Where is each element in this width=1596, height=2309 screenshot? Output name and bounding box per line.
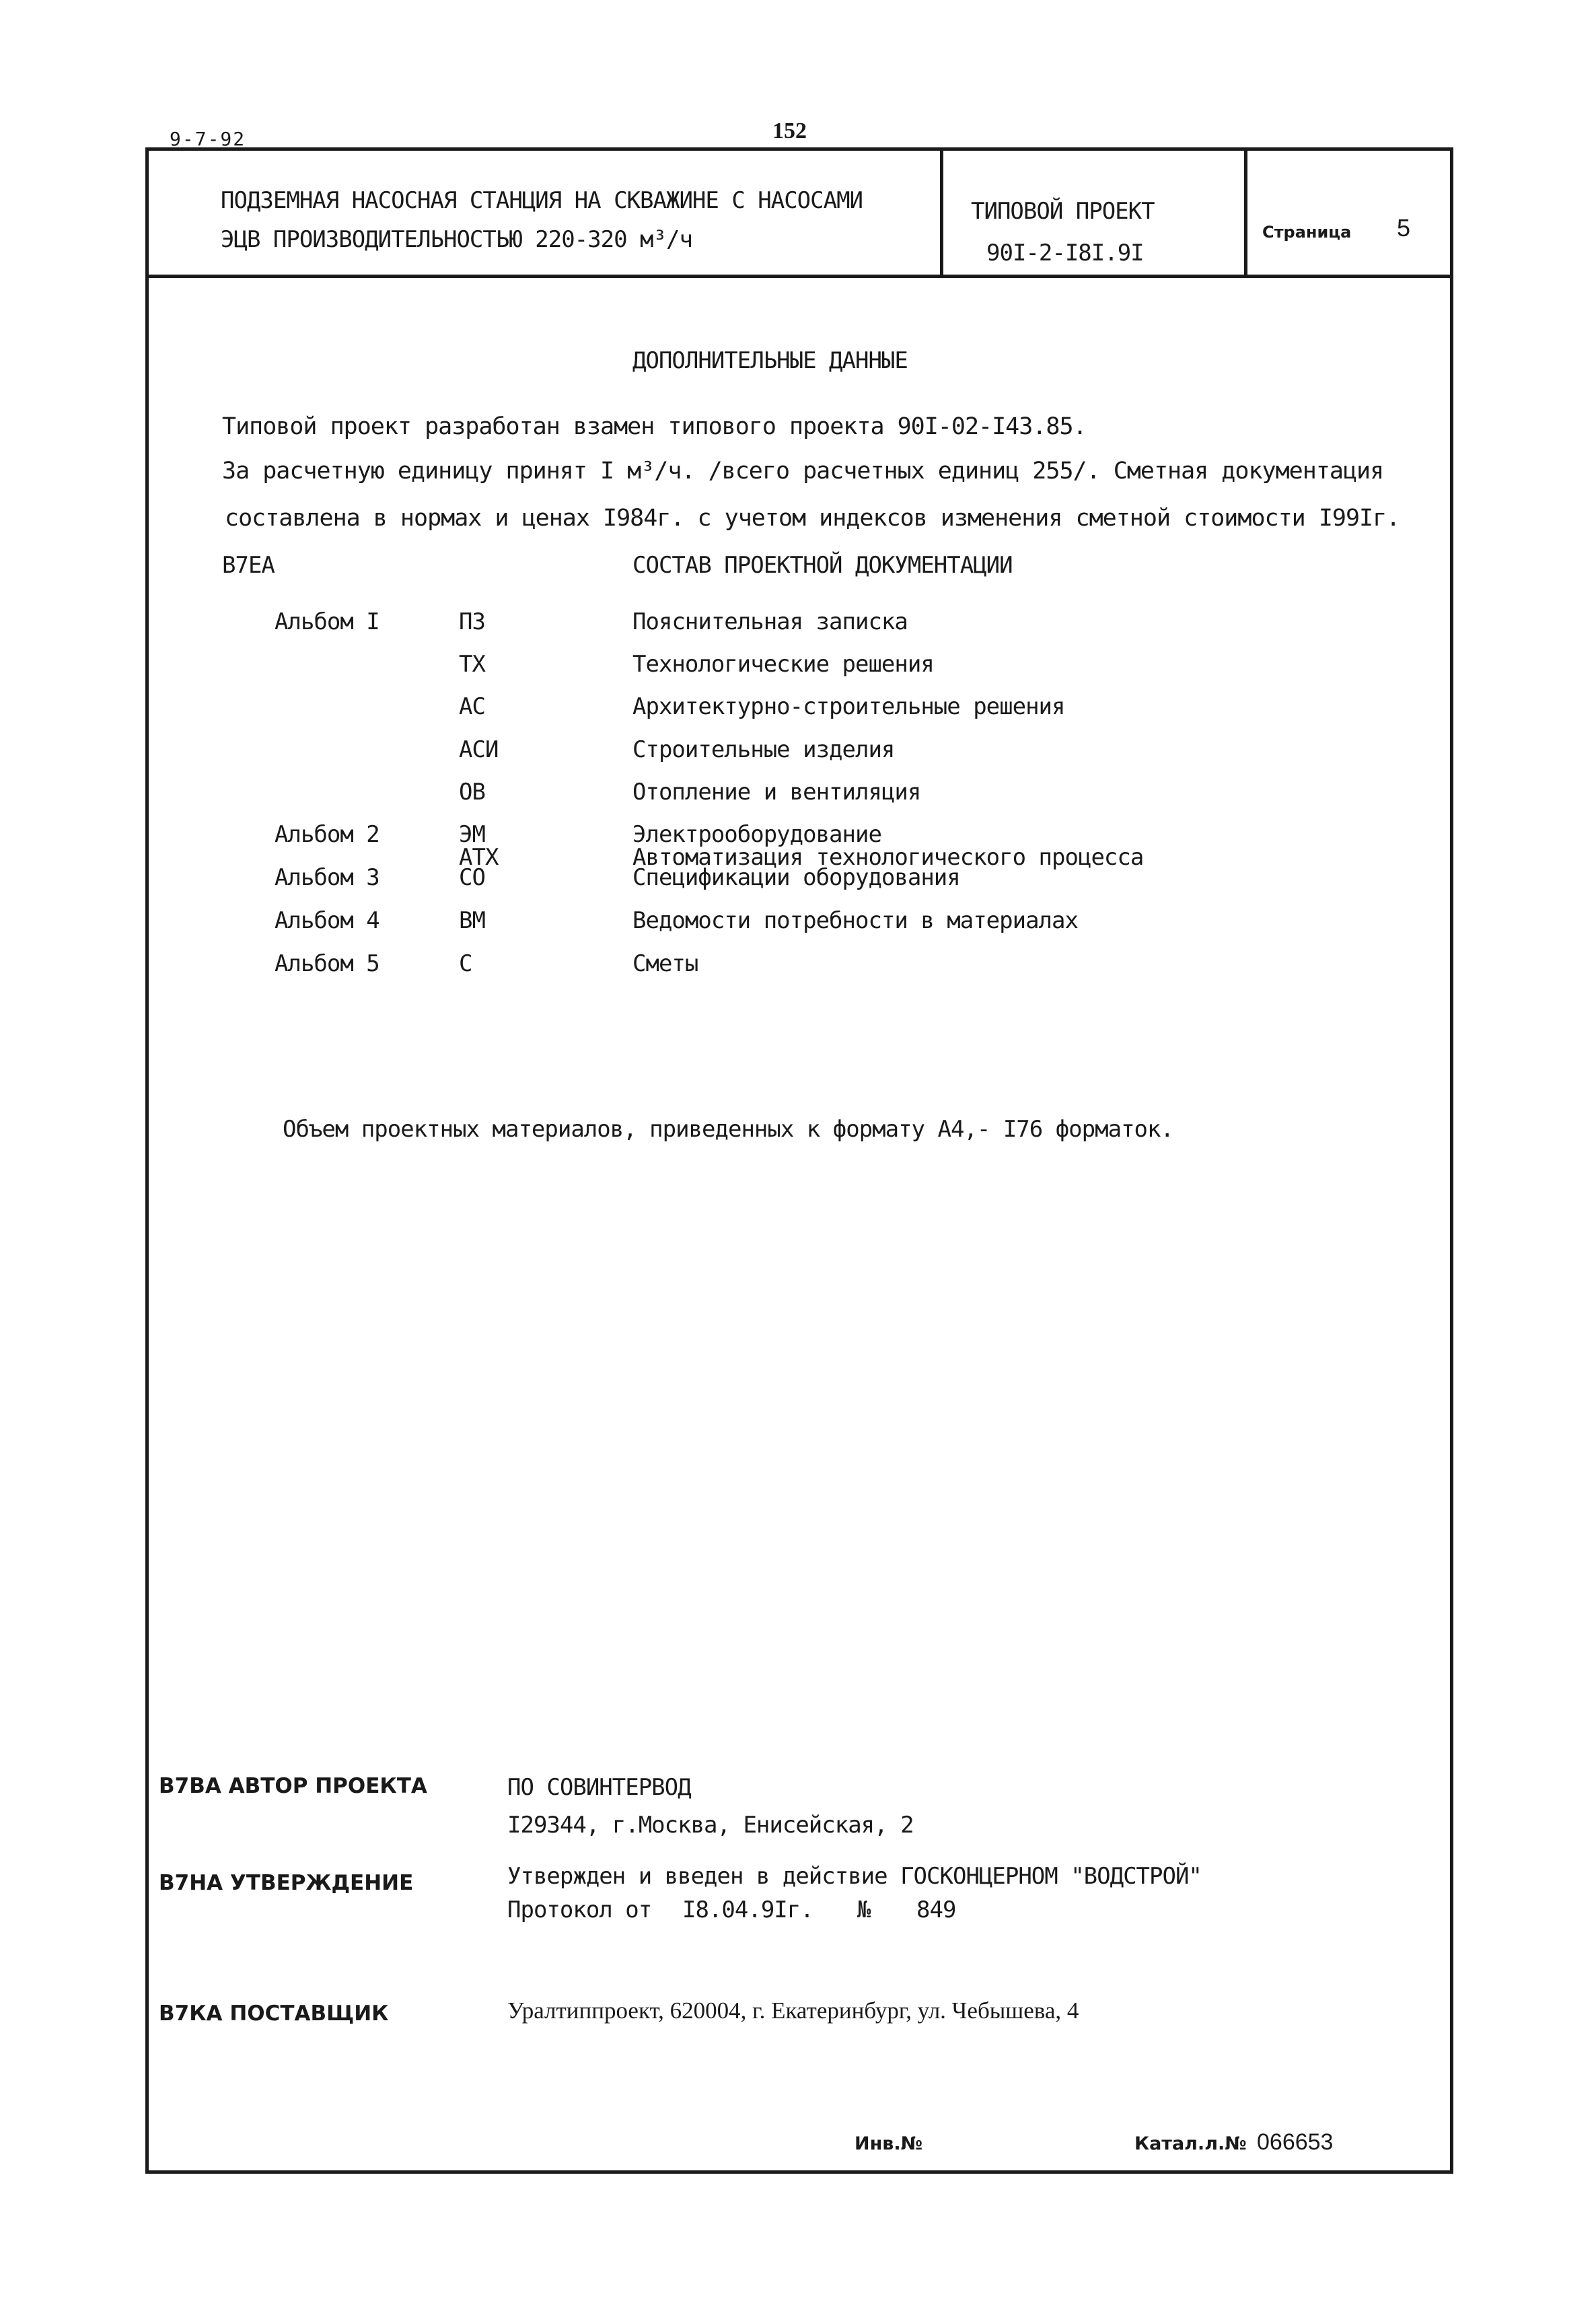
volume-text: Объем проектных материалов, приведенных к формату А4,- I76 форматок. (283, 1116, 1173, 1143)
approval-label: В7НА УТВЕРЖДЕНИЕ (159, 1871, 414, 1895)
author-line1: ПО СОВИНТЕРВОД (507, 1774, 691, 1801)
doc-name: Пояснительная записка (632, 608, 908, 635)
paragraph-line-2: За расчетную единицу принят I м³/ч. /всего расчетных единиц 255/. Сметная документация (222, 458, 1384, 485)
supplier-label: В7КА ПОСТАВЩИК (159, 2001, 389, 2026)
paragraph-line-3: составлена в нормах и ценах I984г. с учетом индексов изменения сметной стоимости I99Iг. (225, 505, 1400, 532)
doc-mark: ОВ (459, 779, 485, 806)
author-line2: I29344, г.Москва, Енисейская, 2 (507, 1812, 914, 1839)
album-label: Альбом 5 (275, 950, 379, 977)
doc-mark: С (459, 950, 472, 977)
header-divider (145, 275, 1453, 278)
doc-name: Ведомости потребности в материалах (632, 907, 1078, 934)
author-label: В7ВА АВТОР ПРОЕКТА (159, 1774, 427, 1798)
album-label: Альбом 4 (275, 907, 379, 934)
project-number: 90I-2-I8I.9I (986, 240, 1144, 267)
header-divider-1 (940, 147, 943, 276)
doc-name: Автоматизация технологического процесса (632, 844, 1144, 871)
doc-mark: ЭМ (459, 821, 485, 848)
doc-mark: СО (459, 864, 485, 891)
doc-name: Сметы (632, 950, 698, 977)
approval-protocol-prefix: Протокол от (507, 1896, 652, 1923)
doc-name: Строительные изделия (632, 736, 895, 763)
composition-code: В7ЕА (222, 552, 275, 579)
catalog-value: 066653 (1257, 2129, 1334, 2155)
header-divider-2 (1244, 147, 1247, 276)
section-title: ДОПОЛНИТЕЛЬНЫЕ ДАННЫЕ (632, 347, 908, 374)
album-label: Альбом 3 (275, 864, 379, 891)
doc-mark: АС (459, 693, 485, 720)
approval-number-sign: № (857, 1896, 871, 1923)
composition-title: СОСТАВ ПРОЕКТНОЙ ДОКУМЕНТАЦИИ (632, 552, 1013, 579)
paragraph-line-1: Типовой проект разработан взамен типового проекта 90I-02-I43.85. (222, 413, 1087, 440)
doc-mark: АТХ (459, 844, 499, 871)
album-label: Альбом I (275, 608, 379, 635)
doc-name: Архитектурно-строительные решения (632, 693, 1065, 720)
approval-line1: Утвержден и введен в действие ГОСКОНЦЕРНОМ "ВОДСТРОЙ" (507, 1863, 1202, 1890)
doc-mark: АСИ (459, 736, 499, 763)
doc-mark: ТХ (459, 651, 485, 678)
project-label: ТИПОВОЙ ПРОЕКТ (971, 198, 1155, 225)
header-title-line1: ПОДЗЕМНАЯ НАСОСНАЯ СТАНЦИЯ НА СКВАЖИНЕ С НАСОСАМИ (221, 187, 863, 214)
page-value: 5 (1397, 214, 1411, 242)
doc-name: Отопление и вентиляция (632, 779, 921, 806)
doc-name: Спецификации оборудования (632, 864, 960, 891)
sheet-number: 152 (772, 118, 807, 143)
album-label: Альбом 2 (275, 821, 379, 848)
inventory-label: Инв.№ (855, 2133, 923, 2154)
doc-name: Электрооборудование (632, 821, 881, 848)
header-title-line2: ЭЦВ ПРОИЗВОДИТЕЛЬНОСТЬЮ 220-320 м³/ч (221, 226, 692, 253)
catalog-label: Катал.л.№ (1134, 2133, 1247, 2154)
approval-protocol-date: I8.04.9Iг. (682, 1896, 813, 1923)
doc-mark: ПЗ (459, 608, 485, 635)
doc-name: Технологические решения (632, 651, 934, 678)
supplier-text: Уралтиппроект, 620004, г. Екатеринбург, ул. Чебышева, 4 (507, 1997, 1079, 2024)
doc-mark: ВМ (459, 907, 485, 934)
approval-protocol-number: 849 (916, 1896, 956, 1923)
document-code: 9-7-92 (170, 128, 246, 150)
page-label: Страница (1262, 223, 1352, 242)
